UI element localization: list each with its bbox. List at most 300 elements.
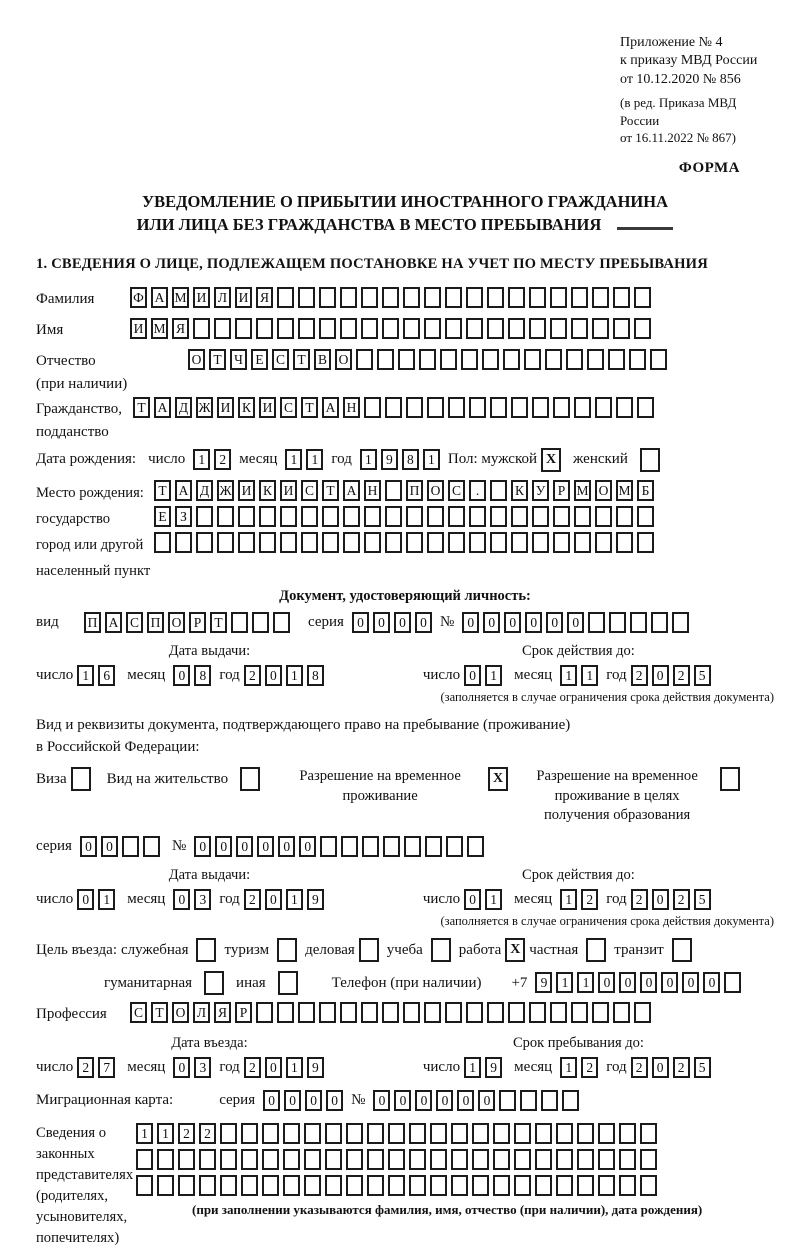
form-cell[interactable] bbox=[403, 318, 420, 339]
purpose-business-checkbox[interactable] bbox=[196, 938, 216, 962]
form-cell[interactable]: Т bbox=[210, 612, 227, 633]
form-cell[interactable] bbox=[346, 1123, 363, 1144]
form-cell[interactable] bbox=[616, 506, 633, 527]
form-cell[interactable] bbox=[587, 349, 604, 370]
form-cell[interactable] bbox=[273, 612, 290, 633]
form-cell[interactable] bbox=[577, 1175, 594, 1196]
form-cell[interactable]: 5 bbox=[694, 665, 711, 686]
form-cell[interactable] bbox=[178, 1149, 195, 1170]
form-cell[interactable] bbox=[280, 532, 297, 553]
form-cell[interactable] bbox=[406, 506, 423, 527]
form-cell[interactable] bbox=[341, 836, 358, 857]
form-cell[interactable] bbox=[595, 506, 612, 527]
form-cell[interactable] bbox=[256, 1002, 273, 1023]
form-cell[interactable] bbox=[490, 506, 507, 527]
form-cell[interactable] bbox=[514, 1149, 531, 1170]
form-cell[interactable]: К bbox=[511, 480, 528, 501]
form-cell[interactable]: 0 bbox=[619, 972, 636, 993]
form-cell[interactable] bbox=[592, 287, 609, 308]
form-cell[interactable] bbox=[196, 532, 213, 553]
form-cell[interactable]: И bbox=[259, 397, 276, 418]
form-cell[interactable] bbox=[637, 397, 654, 418]
form-cell[interactable]: 2 bbox=[244, 1057, 261, 1078]
form-cell[interactable]: 0 bbox=[640, 972, 657, 993]
form-cell[interactable] bbox=[157, 1149, 174, 1170]
form-cell[interactable]: 1 bbox=[423, 449, 440, 470]
form-cell[interactable]: 9 bbox=[307, 889, 324, 910]
form-cell[interactable] bbox=[367, 1149, 384, 1170]
temp-residence-edu-checkbox[interactable] bbox=[720, 767, 740, 791]
form-cell[interactable] bbox=[440, 349, 457, 370]
form-cell[interactable] bbox=[427, 397, 444, 418]
form-cell[interactable]: 0 bbox=[652, 889, 669, 910]
form-cell[interactable] bbox=[409, 1123, 426, 1144]
form-cell[interactable] bbox=[574, 397, 591, 418]
form-cell[interactable]: Т bbox=[209, 349, 226, 370]
form-cell[interactable]: 0 bbox=[263, 1090, 280, 1111]
form-cell[interactable]: Н bbox=[343, 397, 360, 418]
form-cell[interactable] bbox=[382, 287, 399, 308]
form-cell[interactable] bbox=[640, 1149, 657, 1170]
form-cell[interactable] bbox=[136, 1175, 153, 1196]
form-cell[interactable]: Т bbox=[301, 397, 318, 418]
form-cell[interactable] bbox=[157, 1175, 174, 1196]
form-cell[interactable] bbox=[609, 612, 626, 633]
form-cell[interactable]: 0 bbox=[257, 836, 274, 857]
form-cell[interactable] bbox=[304, 1149, 321, 1170]
form-cell[interactable]: 1 bbox=[136, 1123, 153, 1144]
form-cell[interactable] bbox=[322, 532, 339, 553]
form-cell[interactable] bbox=[427, 532, 444, 553]
form-cell[interactable] bbox=[122, 836, 139, 857]
form-cell[interactable] bbox=[325, 1175, 342, 1196]
form-cell[interactable]: 5 bbox=[694, 889, 711, 910]
form-cell[interactable]: 0 bbox=[373, 612, 390, 633]
form-cell[interactable]: 0 bbox=[457, 1090, 474, 1111]
form-cell[interactable]: А bbox=[154, 397, 171, 418]
form-cell[interactable] bbox=[556, 1149, 573, 1170]
form-cell[interactable] bbox=[634, 318, 651, 339]
purpose-commercial-checkbox[interactable] bbox=[359, 938, 379, 962]
form-cell[interactable] bbox=[595, 397, 612, 418]
form-cell[interactable] bbox=[532, 397, 549, 418]
form-cell[interactable]: 0 bbox=[652, 665, 669, 686]
form-cell[interactable] bbox=[448, 397, 465, 418]
form-cell[interactable]: О bbox=[188, 349, 205, 370]
form-cell[interactable] bbox=[403, 1002, 420, 1023]
form-cell[interactable]: Р bbox=[235, 1002, 252, 1023]
form-cell[interactable] bbox=[409, 1175, 426, 1196]
form-cell[interactable]: Я bbox=[172, 318, 189, 339]
form-cell[interactable]: 1 bbox=[560, 1057, 577, 1078]
form-cell[interactable] bbox=[541, 1090, 558, 1111]
form-cell[interactable]: 2 bbox=[631, 665, 648, 686]
form-cell[interactable] bbox=[529, 318, 546, 339]
form-cell[interactable]: Д bbox=[196, 480, 213, 501]
form-cell[interactable]: 0 bbox=[415, 612, 432, 633]
form-cell[interactable]: М bbox=[574, 480, 591, 501]
form-cell[interactable]: Б bbox=[637, 480, 654, 501]
purpose-tourism-checkbox[interactable] bbox=[277, 938, 297, 962]
form-cell[interactable] bbox=[520, 1090, 537, 1111]
form-cell[interactable]: 1 bbox=[286, 1057, 303, 1078]
form-cell[interactable]: 0 bbox=[462, 612, 479, 633]
form-cell[interactable] bbox=[588, 612, 605, 633]
form-cell[interactable] bbox=[364, 506, 381, 527]
form-cell[interactable]: 0 bbox=[483, 612, 500, 633]
form-cell[interactable] bbox=[424, 1002, 441, 1023]
form-cell[interactable] bbox=[577, 1123, 594, 1144]
form-cell[interactable]: П bbox=[84, 612, 101, 633]
form-cell[interactable] bbox=[277, 287, 294, 308]
form-cell[interactable] bbox=[490, 397, 507, 418]
form-cell[interactable] bbox=[598, 1123, 615, 1144]
form-cell[interactable] bbox=[262, 1149, 279, 1170]
form-cell[interactable]: Ф bbox=[130, 287, 147, 308]
form-cell[interactable] bbox=[361, 1002, 378, 1023]
form-cell[interactable] bbox=[238, 506, 255, 527]
form-cell[interactable]: 1 bbox=[464, 1057, 481, 1078]
form-cell[interactable] bbox=[467, 836, 484, 857]
form-cell[interactable] bbox=[320, 836, 337, 857]
form-cell[interactable] bbox=[482, 349, 499, 370]
form-cell[interactable] bbox=[252, 612, 269, 633]
form-cell[interactable] bbox=[651, 612, 668, 633]
form-cell[interactable] bbox=[514, 1175, 531, 1196]
form-cell[interactable]: 0 bbox=[478, 1090, 495, 1111]
form-cell[interactable]: Ж bbox=[217, 480, 234, 501]
form-cell[interactable] bbox=[231, 612, 248, 633]
visa-checkbox[interactable] bbox=[71, 767, 91, 791]
form-cell[interactable] bbox=[385, 480, 402, 501]
form-cell[interactable]: 1 bbox=[360, 449, 377, 470]
form-cell[interactable]: К bbox=[259, 480, 276, 501]
form-cell[interactable] bbox=[361, 318, 378, 339]
form-cell[interactable]: 0 bbox=[373, 1090, 390, 1111]
form-cell[interactable] bbox=[424, 318, 441, 339]
form-cell[interactable]: 1 bbox=[306, 449, 323, 470]
form-cell[interactable] bbox=[637, 532, 654, 553]
form-cell[interactable]: 1 bbox=[77, 665, 94, 686]
form-cell[interactable]: 2 bbox=[244, 665, 261, 686]
form-cell[interactable] bbox=[217, 506, 234, 527]
form-cell[interactable]: О bbox=[335, 349, 352, 370]
form-cell[interactable] bbox=[304, 1123, 321, 1144]
form-cell[interactable] bbox=[508, 1002, 525, 1023]
form-cell[interactable] bbox=[571, 318, 588, 339]
form-cell[interactable]: 0 bbox=[394, 1090, 411, 1111]
form-cell[interactable] bbox=[577, 1149, 594, 1170]
form-cell[interactable]: 3 bbox=[194, 1057, 211, 1078]
form-cell[interactable]: А bbox=[343, 480, 360, 501]
form-cell[interactable] bbox=[493, 1123, 510, 1144]
purpose-study-checkbox[interactable] bbox=[431, 938, 451, 962]
form-cell[interactable]: 1 bbox=[286, 665, 303, 686]
form-cell[interactable]: 3 bbox=[194, 889, 211, 910]
form-cell[interactable] bbox=[640, 1175, 657, 1196]
form-cell[interactable] bbox=[367, 1123, 384, 1144]
form-cell[interactable]: С bbox=[280, 397, 297, 418]
form-cell[interactable]: Д bbox=[175, 397, 192, 418]
form-cell[interactable] bbox=[298, 1002, 315, 1023]
form-cell[interactable]: С bbox=[301, 480, 318, 501]
form-cell[interactable] bbox=[487, 318, 504, 339]
form-cell[interactable]: С bbox=[272, 349, 289, 370]
form-cell[interactable] bbox=[562, 1090, 579, 1111]
form-cell[interactable]: 9 bbox=[381, 449, 398, 470]
form-cell[interactable] bbox=[385, 532, 402, 553]
form-cell[interactable]: 1 bbox=[157, 1123, 174, 1144]
form-cell[interactable]: А bbox=[151, 287, 168, 308]
form-cell[interactable] bbox=[535, 1175, 552, 1196]
form-cell[interactable]: Я bbox=[256, 287, 273, 308]
form-cell[interactable] bbox=[553, 506, 570, 527]
form-cell[interactable] bbox=[136, 1149, 153, 1170]
purpose-work-checkbox[interactable]: X bbox=[505, 938, 525, 962]
residence-permit-checkbox[interactable] bbox=[240, 767, 260, 791]
purpose-humanitarian-checkbox[interactable] bbox=[204, 971, 224, 995]
form-cell[interactable] bbox=[574, 532, 591, 553]
form-cell[interactable]: 5 bbox=[694, 1057, 711, 1078]
form-cell[interactable]: С bbox=[448, 480, 465, 501]
form-cell[interactable] bbox=[466, 1002, 483, 1023]
form-cell[interactable] bbox=[448, 506, 465, 527]
form-cell[interactable]: 0 bbox=[215, 836, 232, 857]
form-cell[interactable] bbox=[634, 1002, 651, 1023]
form-cell[interactable] bbox=[451, 1149, 468, 1170]
form-cell[interactable] bbox=[259, 532, 276, 553]
form-cell[interactable] bbox=[241, 1149, 258, 1170]
form-cell[interactable] bbox=[362, 836, 379, 857]
form-cell[interactable] bbox=[503, 349, 520, 370]
form-cell[interactable] bbox=[637, 506, 654, 527]
form-cell[interactable] bbox=[430, 1149, 447, 1170]
purpose-other-checkbox[interactable] bbox=[278, 971, 298, 995]
form-cell[interactable]: 0 bbox=[661, 972, 678, 993]
form-cell[interactable]: А bbox=[175, 480, 192, 501]
form-cell[interactable] bbox=[403, 287, 420, 308]
form-cell[interactable]: Р bbox=[189, 612, 206, 633]
form-cell[interactable] bbox=[511, 532, 528, 553]
form-cell[interactable]: 1 bbox=[560, 889, 577, 910]
form-cell[interactable] bbox=[672, 612, 689, 633]
form-cell[interactable]: 2 bbox=[214, 449, 231, 470]
form-cell[interactable]: П bbox=[147, 612, 164, 633]
form-cell[interactable]: О bbox=[172, 1002, 189, 1023]
form-cell[interactable]: 0 bbox=[415, 1090, 432, 1111]
form-cell[interactable]: 8 bbox=[402, 449, 419, 470]
form-cell[interactable]: Т bbox=[154, 480, 171, 501]
form-cell[interactable] bbox=[461, 349, 478, 370]
form-cell[interactable] bbox=[325, 1123, 342, 1144]
form-cell[interactable] bbox=[259, 506, 276, 527]
form-cell[interactable] bbox=[364, 532, 381, 553]
form-cell[interactable]: П bbox=[406, 480, 423, 501]
form-cell[interactable] bbox=[472, 1175, 489, 1196]
form-cell[interactable]: Л bbox=[193, 1002, 210, 1023]
form-cell[interactable]: М bbox=[172, 287, 189, 308]
form-cell[interactable] bbox=[524, 349, 541, 370]
form-cell[interactable] bbox=[451, 1123, 468, 1144]
form-cell[interactable]: 0 bbox=[504, 612, 521, 633]
form-cell[interactable] bbox=[493, 1149, 510, 1170]
form-cell[interactable] bbox=[724, 972, 741, 993]
form-cell[interactable] bbox=[385, 397, 402, 418]
form-cell[interactable]: 2 bbox=[581, 889, 598, 910]
form-cell[interactable] bbox=[598, 1175, 615, 1196]
form-cell[interactable] bbox=[511, 397, 528, 418]
form-cell[interactable]: Т bbox=[322, 480, 339, 501]
form-cell[interactable]: 0 bbox=[567, 612, 584, 633]
form-cell[interactable]: 1 bbox=[193, 449, 210, 470]
form-cell[interactable]: Т bbox=[151, 1002, 168, 1023]
form-cell[interactable]: 0 bbox=[173, 889, 190, 910]
form-cell[interactable]: 0 bbox=[464, 665, 481, 686]
form-cell[interactable]: 2 bbox=[631, 889, 648, 910]
form-cell[interactable] bbox=[553, 397, 570, 418]
form-cell[interactable]: 0 bbox=[173, 1057, 190, 1078]
form-cell[interactable] bbox=[490, 532, 507, 553]
form-cell[interactable] bbox=[154, 532, 171, 553]
form-cell[interactable]: 1 bbox=[560, 665, 577, 686]
form-cell[interactable]: 8 bbox=[307, 665, 324, 686]
form-cell[interactable] bbox=[383, 836, 400, 857]
form-cell[interactable]: К bbox=[238, 397, 255, 418]
form-cell[interactable] bbox=[613, 318, 630, 339]
form-cell[interactable] bbox=[529, 287, 546, 308]
form-cell[interactable] bbox=[220, 1175, 237, 1196]
form-cell[interactable]: 0 bbox=[101, 836, 118, 857]
form-cell[interactable] bbox=[448, 532, 465, 553]
form-cell[interactable] bbox=[280, 506, 297, 527]
form-cell[interactable] bbox=[382, 318, 399, 339]
form-cell[interactable] bbox=[619, 1175, 636, 1196]
form-cell[interactable] bbox=[592, 318, 609, 339]
temp-residence-checkbox[interactable]: X bbox=[488, 767, 508, 791]
form-cell[interactable] bbox=[445, 318, 462, 339]
form-cell[interactable] bbox=[445, 287, 462, 308]
form-cell[interactable] bbox=[388, 1149, 405, 1170]
form-cell[interactable] bbox=[143, 836, 160, 857]
form-cell[interactable] bbox=[325, 1149, 342, 1170]
form-cell[interactable] bbox=[574, 506, 591, 527]
purpose-private-checkbox[interactable] bbox=[586, 938, 606, 962]
form-cell[interactable] bbox=[629, 349, 646, 370]
form-cell[interactable] bbox=[532, 532, 549, 553]
form-cell[interactable]: 0 bbox=[236, 836, 253, 857]
form-cell[interactable] bbox=[343, 532, 360, 553]
form-cell[interactable]: С bbox=[130, 1002, 147, 1023]
form-cell[interactable] bbox=[550, 1002, 567, 1023]
form-cell[interactable] bbox=[550, 287, 567, 308]
form-cell[interactable] bbox=[487, 287, 504, 308]
form-cell[interactable] bbox=[613, 287, 630, 308]
form-cell[interactable] bbox=[616, 397, 633, 418]
form-cell[interactable]: 1 bbox=[485, 665, 502, 686]
form-cell[interactable] bbox=[319, 318, 336, 339]
form-cell[interactable]: 8 bbox=[194, 665, 211, 686]
form-cell[interactable]: 0 bbox=[265, 665, 282, 686]
form-cell[interactable]: 0 bbox=[173, 665, 190, 686]
purpose-transit-checkbox[interactable] bbox=[672, 938, 692, 962]
form-cell[interactable]: 0 bbox=[682, 972, 699, 993]
form-cell[interactable]: И bbox=[238, 480, 255, 501]
form-cell[interactable]: 0 bbox=[525, 612, 542, 633]
form-cell[interactable] bbox=[298, 287, 315, 308]
form-cell[interactable] bbox=[277, 1002, 294, 1023]
form-cell[interactable] bbox=[446, 836, 463, 857]
sex-male-checkbox[interactable]: X bbox=[541, 448, 561, 472]
form-cell[interactable] bbox=[472, 1149, 489, 1170]
form-cell[interactable]: Л bbox=[214, 287, 231, 308]
form-cell[interactable]: О bbox=[427, 480, 444, 501]
form-cell[interactable]: Е bbox=[154, 506, 171, 527]
form-cell[interactable] bbox=[640, 1123, 657, 1144]
form-cell[interactable]: О bbox=[168, 612, 185, 633]
form-cell[interactable]: 0 bbox=[80, 836, 97, 857]
form-cell[interactable] bbox=[508, 318, 525, 339]
form-cell[interactable]: 0 bbox=[265, 889, 282, 910]
form-cell[interactable] bbox=[469, 506, 486, 527]
form-cell[interactable] bbox=[556, 1175, 573, 1196]
form-cell[interactable] bbox=[241, 1123, 258, 1144]
form-cell[interactable]: 2 bbox=[673, 889, 690, 910]
form-cell[interactable] bbox=[199, 1149, 216, 1170]
form-cell[interactable] bbox=[340, 287, 357, 308]
form-cell[interactable]: А bbox=[322, 397, 339, 418]
form-cell[interactable] bbox=[298, 318, 315, 339]
form-cell[interactable]: 0 bbox=[436, 1090, 453, 1111]
form-cell[interactable] bbox=[220, 1123, 237, 1144]
form-cell[interactable] bbox=[356, 349, 373, 370]
form-cell[interactable] bbox=[382, 1002, 399, 1023]
form-cell[interactable] bbox=[283, 1123, 300, 1144]
form-cell[interactable] bbox=[340, 318, 357, 339]
form-cell[interactable] bbox=[566, 349, 583, 370]
form-cell[interactable]: 0 bbox=[464, 889, 481, 910]
form-cell[interactable]: 2 bbox=[77, 1057, 94, 1078]
form-cell[interactable] bbox=[425, 836, 442, 857]
form-cell[interactable]: И bbox=[217, 397, 234, 418]
form-cell[interactable] bbox=[304, 1175, 321, 1196]
form-cell[interactable]: 0 bbox=[546, 612, 563, 633]
form-cell[interactable]: А bbox=[105, 612, 122, 633]
form-cell[interactable] bbox=[319, 1002, 336, 1023]
form-cell[interactable]: И bbox=[280, 480, 297, 501]
form-cell[interactable]: 2 bbox=[631, 1057, 648, 1078]
form-cell[interactable] bbox=[511, 506, 528, 527]
form-cell[interactable] bbox=[214, 318, 231, 339]
form-cell[interactable] bbox=[535, 1149, 552, 1170]
form-cell[interactable] bbox=[283, 1149, 300, 1170]
form-cell[interactable] bbox=[178, 1175, 195, 1196]
form-cell[interactable]: 2 bbox=[581, 1057, 598, 1078]
form-cell[interactable]: 1 bbox=[581, 665, 598, 686]
form-cell[interactable] bbox=[472, 1123, 489, 1144]
form-cell[interactable]: Ч bbox=[230, 349, 247, 370]
form-cell[interactable] bbox=[535, 1123, 552, 1144]
form-cell[interactable] bbox=[487, 1002, 504, 1023]
form-cell[interactable] bbox=[424, 287, 441, 308]
form-cell[interactable] bbox=[592, 1002, 609, 1023]
form-cell[interactable] bbox=[388, 1123, 405, 1144]
form-cell[interactable] bbox=[256, 318, 273, 339]
form-cell[interactable]: Ж bbox=[196, 397, 213, 418]
form-cell[interactable] bbox=[419, 349, 436, 370]
form-cell[interactable] bbox=[650, 349, 667, 370]
form-cell[interactable] bbox=[532, 506, 549, 527]
form-cell[interactable]: Я bbox=[214, 1002, 231, 1023]
